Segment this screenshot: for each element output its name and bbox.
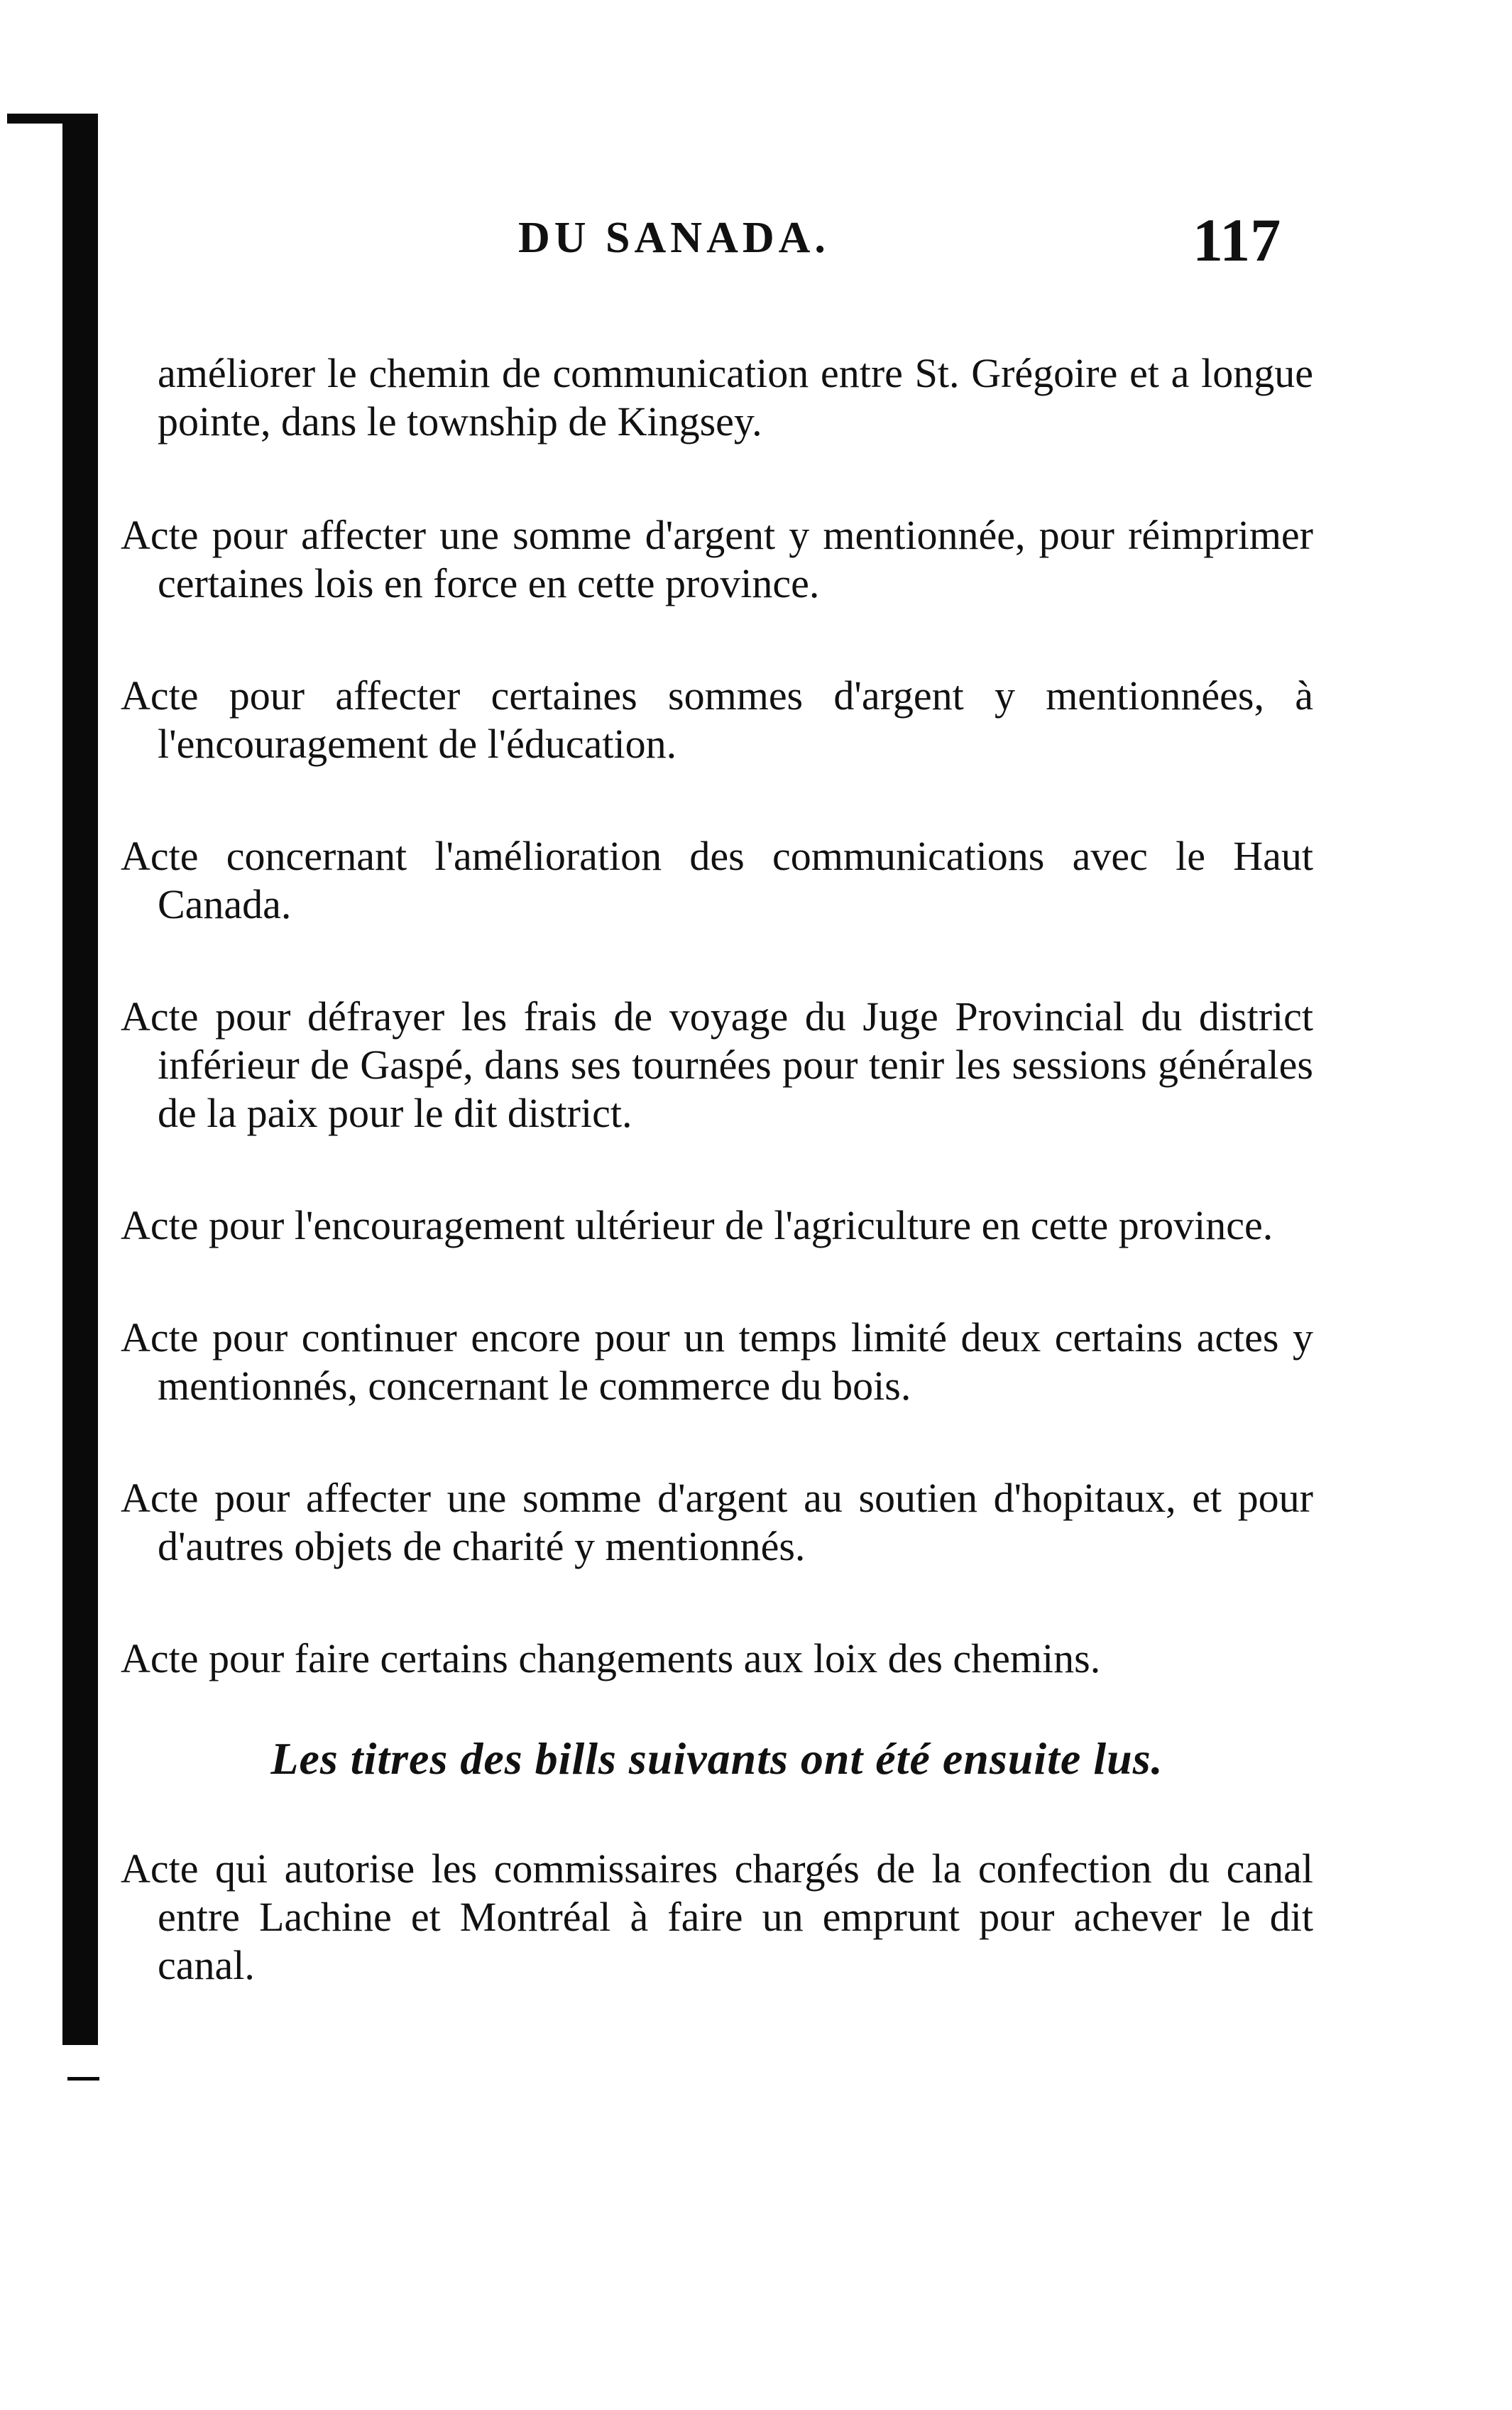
paragraph-act-final: Acte qui autorise les commissaires chargés de la confection du canal entre Lachine et Montréal à faire un emprunt pour achever le dit canal. xyxy=(121,1845,1313,1988)
binding-edge-bar xyxy=(62,114,98,2045)
paragraph-act: Acte pour l'encouragement ultérieur de l'agriculture en cette province. xyxy=(121,1202,1273,1248)
paragraph-act: Acte pour affecter certaines sommes d'argent y mentionnées, à l'encouragement de l'éducation. xyxy=(121,672,1313,767)
running-head: DU SANADA. xyxy=(518,214,830,262)
paragraph-act: Acte pour continuer encore pour un temps limité deux certains actes y mentionnés, concernant le commerce du bois. xyxy=(121,1314,1313,1409)
binding-edge-mark xyxy=(67,2077,99,2081)
section-subheading: Les titres des bills suivants ont été ensuite lus. xyxy=(270,1733,1163,1784)
paragraph-act: Acte pour défrayer les frais de voyage du Juge Provincial du district inférieur de Gaspé, dans ses tournées pour tenir les sessions générales de la paix pour le dit district. xyxy=(121,993,1313,1136)
paragraph-continuation: améliorer le chemin de communication entre St. Grégoire et a longue pointe, dans le township de Kingsey. xyxy=(158,350,1313,445)
paragraph-act: Acte pour affecter une somme d'argent au soutien d'hopitaux, et pour d'autres objets de charité y mentionnés. xyxy=(121,1475,1313,1569)
paragraph-act: Acte concernant l'amélioration des communications avec le Haut Canada. xyxy=(121,833,1313,927)
paragraph-act: Acte pour faire certains changements aux loix des chemins. xyxy=(121,1635,1101,1681)
text-block xyxy=(121,349,1313,2054)
page-number: 117 xyxy=(1193,206,1281,274)
paragraph-act: Acte pour affecter une somme d'argent y mentionnée, pour réimprimer certaines lois en force en cette province. xyxy=(121,512,1313,606)
